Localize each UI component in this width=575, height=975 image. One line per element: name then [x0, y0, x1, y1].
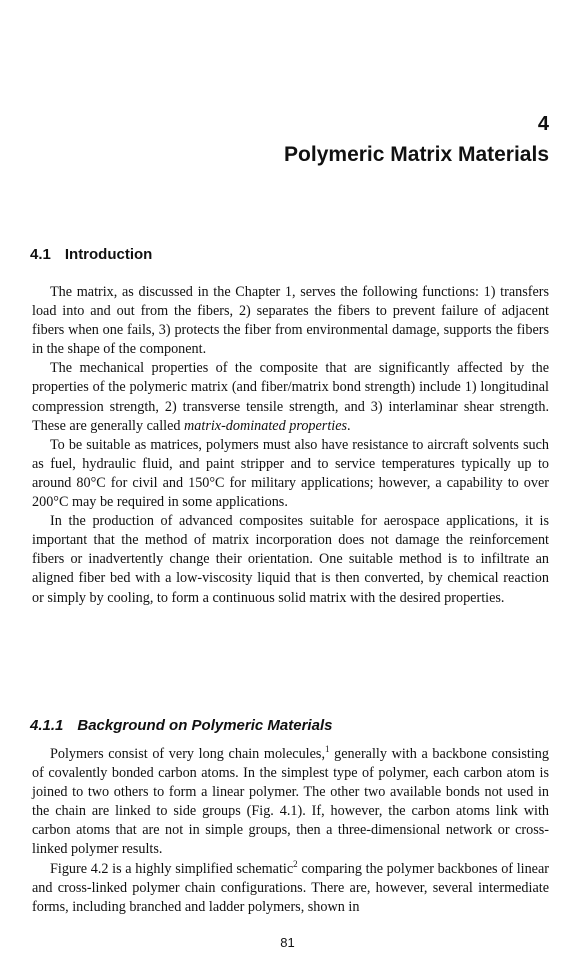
paragraph: To be suitable as matrices, polymers must also have resistance to aircraft solvents such as fuel, hydraulic fluid, and paint stripper and to service temperatures typically up to around 80°C for civil and 150°C for military applications; however, a capability to over 200°C may be required in some applications. — [32, 436, 549, 511]
section-title: Introduction — [64, 246, 153, 263]
italic-term: matrix-dominated properties — [184, 417, 348, 434]
background-body — [32, 745, 549, 917]
paragraph: In the production of advanced composites suitable for aerospace applications, it is important that the method of matrix incorporation does not damage the reinforcement fibers or inadvertently change their orientation. One suitable method is to infiltrate an aligned fiber bed with a low-viscosity liquid that is then converted, by chemical reaction or simply by cooling, to form a continuous solid matrix with the desired properties. — [32, 513, 549, 606]
introduction-body — [32, 283, 549, 608]
section-title: Background on Polymeric Materials — [77, 717, 333, 734]
chapter-title: Polymeric Matrix Materials — [284, 143, 549, 166]
section-number: 4.1 — [30, 246, 51, 263]
section-heading-introduction — [30, 245, 152, 265]
section-number: 4.1.1 — [30, 717, 64, 734]
paragraph: Polymers consist of very long chain molecules,$^1$ generally with a backbone consisting of covalently bonded carbon atoms. In the simplest type of polymer, each carbon atom is joined to two others to form a linear polymer. The other two available bonds not used in the chain are linked to side groups (Fig. 4.1). If, however, the carbon atoms link with carbon atoms that are not in simple groups, then a three-dimensional network or cross-linked polymer results. — [32, 744, 549, 858]
paragraph: Figure 4.2 is a highly simplified schematic$^2$ comparing the polymer backbones of linear and cross-linked polymer chain configurations. There are, however, several intermediate forms, including branched and ladder polymers, shown in — [32, 858, 549, 915]
paragraph: The mechanical properties of the composite that are significantly affected by the properties of the polymeric matrix (and fiber/matrix bond strength) include 1) longitudinal compression strength, 2) transverse tensile strength, and 3) interlaminar shear strength. These are generally called matrix-dominated properties. — [32, 360, 549, 434]
footnote-reference: 2 — [293, 858, 298, 869]
page-number: 81 — [280, 935, 295, 950]
section-heading-background — [30, 716, 332, 736]
paragraph: The matrix, as discussed in the Chapter 1, serves the following functions: 1) transfers load into and out from the fibers, 2) separates the fibers to prevent failure of adjacent fibers when one fails, 3) protects the fiber from environmental damage, supports the fibers in the shape of the component. — [32, 284, 549, 358]
footnote-reference: 1 — [325, 744, 330, 754]
chapter-number: 4 — [537, 113, 549, 135]
